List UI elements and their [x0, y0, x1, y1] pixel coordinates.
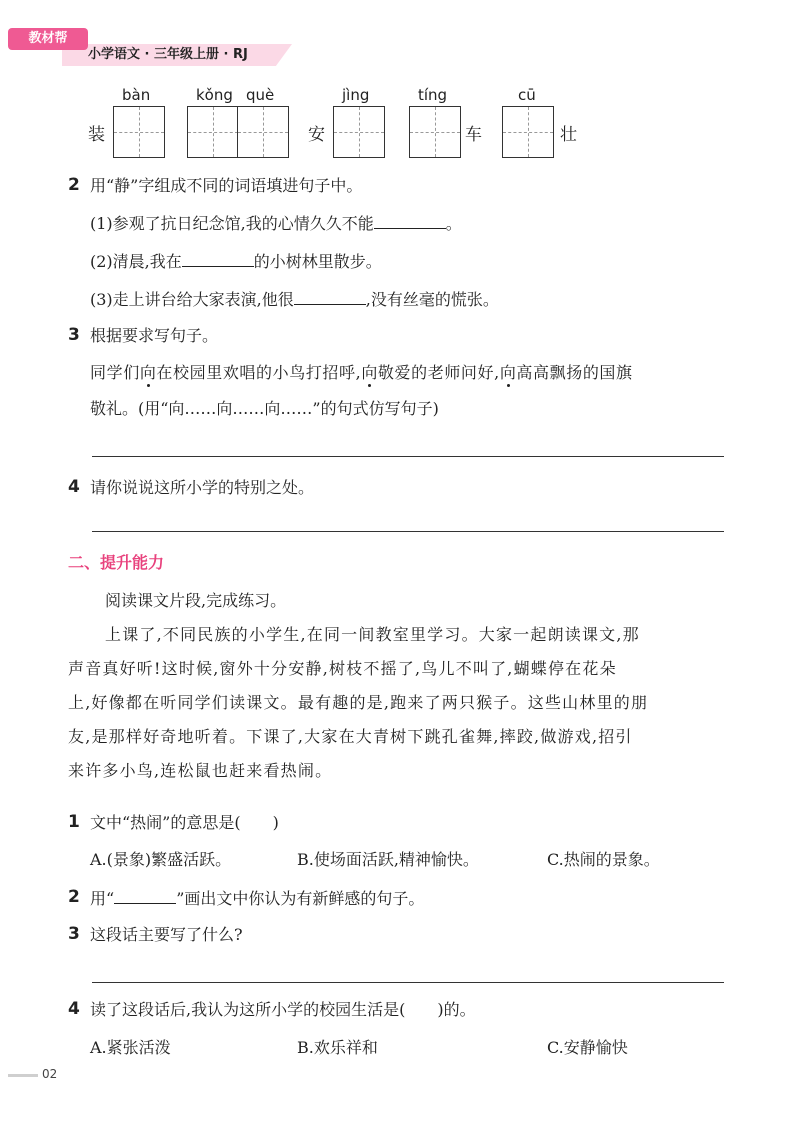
- sentence-text: 在校园里欢唱的小鸟打招呼,: [156, 363, 362, 382]
- answer-blank[interactable]: [182, 250, 254, 267]
- prompt-text: ”画出文中你认为有新鲜感的句子。: [176, 889, 425, 908]
- question-number: 2: [68, 175, 80, 195]
- pinyin-text: cū: [518, 86, 536, 104]
- tianzige-box[interactable]: [333, 106, 385, 158]
- choice-option-b[interactable]: B.欢乐祥和: [297, 1038, 378, 1057]
- question-prompt: 根据要求写句子。: [90, 326, 219, 345]
- hanzi-prefix: 安: [308, 125, 325, 145]
- tianzige-box[interactable]: [187, 106, 239, 158]
- answer-blank[interactable]: [374, 212, 446, 229]
- question-prompt: 读了这段话后,我认为这所小学的校园生活是( )的。: [90, 1000, 476, 1019]
- sentence-text: 敬爱的老师问好,: [377, 363, 500, 382]
- question-number: 2: [68, 887, 80, 907]
- sentence-text: 同学们: [90, 363, 140, 382]
- pinyin-text: tíng: [418, 86, 448, 104]
- section-title: 二、提升能力: [68, 553, 165, 572]
- fill-item-text: 的小树林里散步。: [253, 252, 382, 271]
- brand-tab: 教材帮: [8, 28, 88, 50]
- reading-intro: 阅读课文片段,完成练习。: [105, 591, 287, 610]
- fill-item-text: (1)参观了抗日纪念馆,我的心情久久不能: [90, 214, 374, 233]
- tianzige-box[interactable]: [502, 106, 554, 158]
- passage-line: 声音真好听!这时候,窗外十分安静,树枝不摇了,鸟儿不叫了,蝴蝶停在花朵: [68, 659, 617, 678]
- page-number-bar: [8, 1074, 38, 1077]
- choice-option-a[interactable]: A.紧张活泼: [90, 1038, 171, 1057]
- hanzi-suffix: 车: [465, 125, 482, 145]
- question-prompt: [90, 887, 424, 910]
- choice-option-b[interactable]: B.使场面活跃,精神愉快。: [297, 850, 479, 869]
- pinyin-text: què: [246, 86, 275, 104]
- question-number: 1: [68, 812, 80, 832]
- answer-line[interactable]: [92, 531, 724, 532]
- page-number: 02: [42, 1067, 58, 1081]
- choice-option-a[interactable]: A.(景象)繁盛活跃。: [90, 850, 232, 869]
- instruction-text: 敬礼。(用“向……向……向……”的句式仿写句子): [90, 399, 439, 418]
- choice-option-c[interactable]: C.安静愉快: [547, 1038, 628, 1057]
- fill-item: [90, 212, 462, 235]
- question-prompt: 文中“热闹”的意思是( ): [90, 813, 279, 832]
- fill-item: [90, 288, 499, 311]
- example-sentence: [90, 362, 633, 384]
- question-prompt: 请你说说这所小学的特别之处。: [90, 478, 315, 497]
- pinyin-text: bàn: [122, 86, 151, 104]
- question-number: 4: [68, 999, 80, 1019]
- emphasis-char: 向: [139, 363, 157, 382]
- question-number: 3: [68, 325, 80, 345]
- fill-item: [90, 250, 382, 273]
- passage-line: 上课了,不同民族的小学生,在同一间教室里学习。大家一起朗读课文,那: [105, 625, 640, 644]
- tianzige-box[interactable]: [237, 106, 289, 158]
- fill-item-text: (3)走上讲台给大家表演,他很: [90, 290, 294, 309]
- question-prompt: 用“静”字组成不同的词语填进句子中。: [90, 176, 363, 195]
- answer-line[interactable]: [92, 982, 724, 983]
- pinyin-text: jìng: [342, 86, 370, 104]
- hanzi-suffix: 壮: [560, 125, 577, 145]
- answer-blank[interactable]: [294, 288, 366, 305]
- pinyin-text: kǒng: [196, 86, 233, 104]
- sentence-text: 高高飘扬的国旗: [516, 363, 633, 382]
- passage-line: 来许多小鸟,连松鼠也赶来看热闹。: [68, 761, 333, 780]
- fill-item-text: 。: [445, 214, 462, 233]
- fill-item-text: (2)清晨,我在: [90, 252, 182, 271]
- question-number: 4: [68, 477, 80, 497]
- passage-line: 友,是那样好奇地听着。下课了,大家在大青树下跳孔雀舞,摔跤,做游戏,招引: [68, 727, 633, 746]
- fill-item-text: ,没有丝毫的慌张。: [365, 290, 499, 309]
- question-number: 3: [68, 924, 80, 944]
- emphasis-char: 向: [499, 363, 517, 382]
- answer-line[interactable]: [92, 456, 724, 457]
- passage-line: 上,好像都在听同学们读课文。最有趣的是,跑来了两只猴子。这些山林里的朋: [68, 693, 649, 712]
- question-prompt: 这段话主要写了什么?: [90, 925, 243, 944]
- tianzige-box[interactable]: [409, 106, 461, 158]
- underline-sample: [114, 887, 176, 904]
- series-title: 小学语文 · 三年级上册 · RJ: [88, 47, 248, 62]
- emphasis-char: 向: [361, 363, 378, 382]
- prompt-text: 用“: [90, 889, 115, 908]
- choice-option-c[interactable]: C.热闹的景象。: [547, 850, 660, 869]
- hanzi-prefix: 装: [88, 125, 105, 145]
- reading-passage: [68, 624, 728, 794]
- tianzige-box[interactable]: [113, 106, 165, 158]
